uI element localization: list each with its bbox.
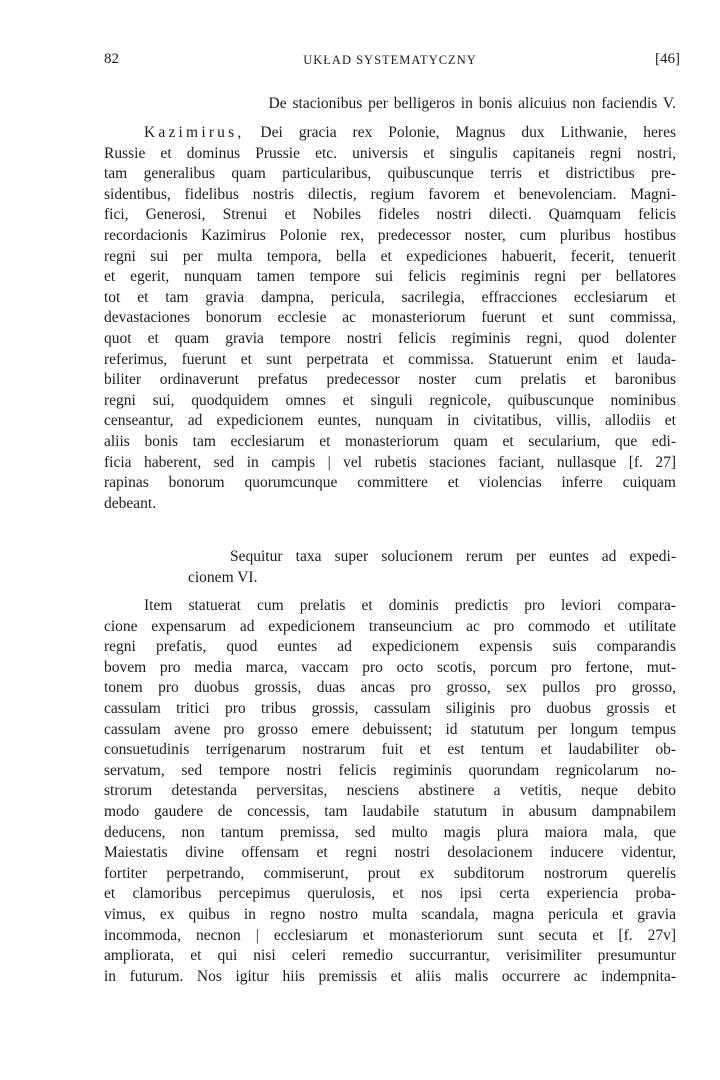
text-line: fortiter perpetrando, commiserunt, prout ex subditorum nostrorum querelis (104, 864, 676, 882)
text-line: rapinas bonorum quorumcunque committere et violencias inferre cuiquam (104, 474, 676, 492)
text-line: servatum, sed tempore nostri felicis regiminis quorundam regnicolarum no- (104, 761, 676, 779)
text-line: cassulam avene pro grosso emere debuissent; id statutum per longum tempus (104, 720, 676, 738)
text-line: vimus, ex quibus in regno nostro multa scandala, magna pericula et gravia (104, 905, 676, 923)
text-line: in futurum. Nos igitur hiis premissis et aliis malis occurrere ac indempnita- (104, 967, 676, 985)
section-text-vi (104, 596, 676, 987)
text-line: biliter ordinaverunt prefatus predecessor noster cum prelatis et baronibus (104, 371, 676, 389)
text-line: et clamoribus percepimus querulosis, et nos ipsi certa experiencia proba- (104, 885, 676, 903)
text-line (104, 123, 676, 144)
page-number: 82 (104, 51, 119, 67)
text-line: regni sui per multa tempora, bella et expediciones habuerit, fecerit, tenuerit (104, 247, 676, 265)
section-reference: [46] (655, 51, 680, 67)
text-line: modo gaudere de concessis, tam laudabile statutum in abusum dampnabilem (104, 802, 676, 820)
text-line: tot et tam gravia dampna, pericula, sacrilegia, effracciones ecclesiarum et (104, 288, 676, 306)
text-line: et egerit, nunquam tamen tempore sui felicis regiminis regni per bellatores (104, 268, 676, 286)
text-line: ficia haberent, sed in campis | vel rubetis staciones faciant, nullasque [f. 27] (104, 453, 676, 471)
text-line: Item statuerat cum prelatis et dominis predictis pro leviori compara- (144, 597, 676, 614)
running-title: UKŁAD SYSTEMATYCZNY (303, 53, 477, 67)
text-line: incommoda, necnon | ecclesiarum et monasteriorum sunt secuta et [f. 27v] (104, 926, 676, 944)
text-line: regni prefatis, quod euntes ad expedicionem expensis suis comparandis (104, 638, 676, 656)
text-line: ampliorata, et qui nisi celeri remedio succurrantur, verisimiliter presumuntur (104, 947, 676, 965)
text-line: tam generalibus quam particularibus, quibuscunque terris et districtibus pre- (104, 165, 676, 183)
text-line: referimus, fuerunt et sunt perpetrata et commissa. Statuerunt enim et lauda- (104, 350, 676, 368)
text-fragment: Dei gracia rex Polonie, Magnus dux Lithwanie, heres (244, 124, 676, 141)
heading-line: Sequitur taxa super solucionem rerum per euntes ad expedi- (230, 548, 676, 565)
text-line: cione expensarum ad expedicionem transeuncium ac pro commodo et utilitate (104, 617, 676, 635)
page-header (100, 51, 680, 73)
text-line: devastaciones bonorum ecclesie ac monasteriorum fuerunt et sunt commissa, (104, 309, 676, 327)
text-line: censeantur, ad expedicionem euntes, nunquam in civitatibus, villis, allodiis et (104, 412, 676, 430)
text-line: deducens, non tantum premissa, sed multo magis plura maiora mala, que (104, 823, 676, 841)
text-line: Maiestatis divine offensam et regni nostri desolacionem inducere videntur, (104, 844, 676, 862)
spaced-name: Kazimirus, (144, 124, 245, 141)
text-line: strorum detestanda perversitas, nesciens abstinere a vetitis, neque debito (104, 782, 676, 800)
text-line: Russie et dominus Prussie etc. universis et singulis capitaneis regni nostri, (104, 144, 676, 162)
text-line: aliis bonis tam ecclesiarum et monasteriorum quam et secularium, que edi- (104, 432, 676, 450)
text-line: sidentibus, fidelibus nostris dilectis, regium favorem et benevolenciam. Magni- (104, 185, 676, 203)
section-heading-vi (146, 546, 676, 588)
text-line: cassulam tritici pro tribus grossis, cassulam siliginis pro duobus grossis et (104, 699, 676, 717)
text-line: fici, Generosi, Strenui et Nobiles fideles nostri dilecti. Quamquam felicis (104, 206, 676, 224)
text-line: regni sui, quodquidem omnes et singuli regnicole, quibuscunque nominibus (104, 391, 676, 409)
text-line: consuetudinis terrigenarum nostrarum fuit et est tentum et laudabiliter ob- (104, 741, 676, 759)
text-line: debeant. (104, 494, 157, 512)
heading-line: cionem VI. (188, 569, 258, 586)
section-text-v (104, 123, 676, 514)
text-line: tonem pro duobus grossis, duas ancas pro grosso, sex pullos pro grosso, (104, 679, 676, 697)
section-heading-v: De stacionibus per belligeros in bonis alicuius non faciendis V. (268, 95, 676, 112)
text-line: recordacionis Kazimirus Polonie rex, predecessor noster, cum pluribus hostibus (104, 226, 676, 244)
text-line: quot et quam gravia tempore nostri felicis regiminis regni, quod dolenter (104, 329, 676, 347)
text-line: bovem pro media marca, vaccam pro octo scotis, porcum pro fertone, mut- (104, 658, 676, 676)
